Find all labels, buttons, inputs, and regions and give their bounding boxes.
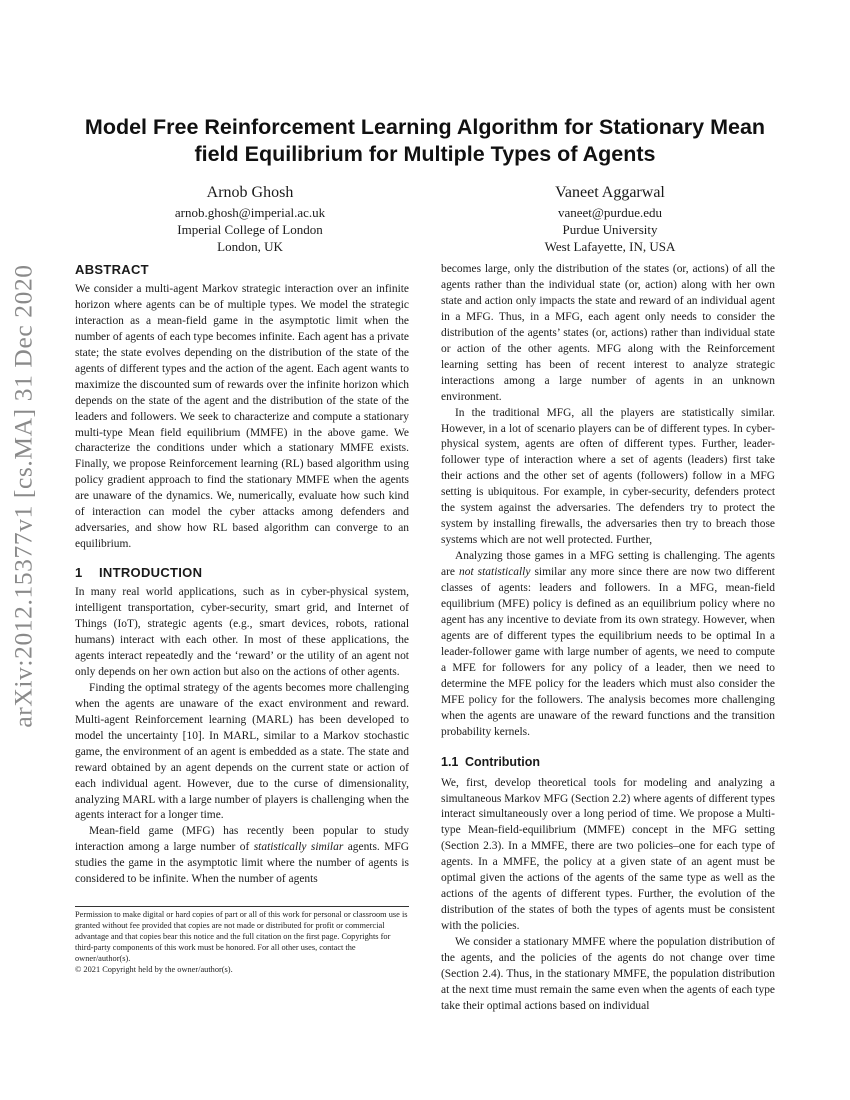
author-email: vaneet@purdue.edu bbox=[557, 205, 662, 220]
permission-footnote bbox=[75, 909, 409, 976]
left-column bbox=[75, 262, 409, 888]
arxiv-identifier-stamp bbox=[4, 264, 44, 728]
intro-paragraph-6-end: similar any more since there are now two different classes of agents: leaders and followers. In a MFG, mean-field equilibrium (MFE) policy is defined as an equilibrium policy where no agent has any incentive to deviate from its own strategy. However, when agents are of different types the equilibrium needs to be optimal In a leader-follower game with large number of agents, we need to compute a MFE for followers for any policy of a leader, then we need to determine the MFE policy for the leaders which must also consider the MFE policy for the followers. The analysis becomes more challenging when the agents are unaware of the reward functions and the transition probability kernels. bbox=[441, 566, 775, 738]
author-name: Vaneet Aggarwal bbox=[555, 184, 665, 201]
intro-paragraph-3 bbox=[75, 824, 409, 888]
author-affiliation: Purdue University bbox=[562, 222, 658, 237]
intro-paragraph-2: Finding the optimal strategy of the agents becomes more challenging when the agents are unaware of the exact environment and reward. Multi-agent Reinforcement learning (MARL) has been developed to model the uncertainty [10]. In MARL, similar to a Markov stochastic game, the environment of an agent is embedded as a state. The state and reward obtained by an agent depends on the current state or action of each individual agent. However, due to the curse of dimensionality, analyzing MARL with a large number of players is challenging when the agents interact for a longer time. bbox=[75, 681, 409, 822]
intro-paragraph-6 bbox=[441, 549, 775, 740]
section-title: INTRODUCTION bbox=[99, 565, 203, 581]
author-affiliation: Imperial College of London bbox=[177, 222, 323, 237]
subsection-title: Contribution bbox=[465, 754, 540, 769]
arxiv-identifier-text: arXiv:2012.15377v1 [cs.MA] 31 Dec 2020 bbox=[9, 264, 38, 728]
abstract-text: We consider a multi-agent Markov strategic interaction over an infinite horizon where agents can be of multiple types. We model the strategic interaction as a mean-field game in the asymptotic limit when the number of agents of each type becomes infinite. Each agent has a private state; the state evolves depending on the distribution of the state of the agents of different types and the action of the agent. Each agent wants to maximize the discounted sum of rewards over the infinite horizon which depends on the state of the agent and the distribution of the state of the leaders and followers. We seek to characterize and compute a stationary multi-type Mean field equilibrium (MMFE) in the above game. We characterize the conditions under which a stationary MMFE exists. Finally, we propose Reinforcement learning (RL) based algorithm using policy gradient approach to find the stationary MMFE when the agents are unaware of the dynamics. We, numerically, evaluate how such kind of interaction can model the cyber attacks among defenders and adversaries, and show how RL based algorithm can converge to an equilibrium. bbox=[75, 282, 409, 551]
intro-paragraph-3-end: agents. MFG studies the game in the asymptotic limit where the number of agents is considered to be infinite. When the number of agents bbox=[75, 841, 409, 886]
author-location: London, UK bbox=[217, 239, 283, 254]
permission-notice: Permission to make digital or hard copies of part or all of this work for personal or classroom use is granted without fee provided that copies are not made or distributed for profit or commercial advantage and that copies bear this notice and the full citation on the first page. Copyrights for third-party components of this work must be honored. For all other uses, contact the owner/author(s). bbox=[75, 910, 408, 964]
contribution-paragraph-1: We, first, develop theoretical tools for modeling and analyzing a simultaneous Markov MFG (Section 2.2) where agents of different types interact simultaneously over a long period of time. We propose a Multi-type Mean-field-equilibrium (MMFE) concept in the MFG setting (Section 2.3). In a MMFE, there are two policies–one for each type of agents. In a MMFE, the policy at a given state of an agent must be optimal given the actions of the agents of the same type as well as the actions of the agents of different types. Further, the evolution of the distribution of the states of both the types of agents must be consistent with the policies. bbox=[441, 776, 775, 933]
intro-paragraph-6-emphasis: not statistically bbox=[459, 566, 531, 579]
author-email: arnob.ghosh@imperial.ac.uk bbox=[174, 205, 326, 220]
author-name: Arnob Ghosh bbox=[206, 184, 294, 201]
intro-paragraph-1: In many real world applications, such as in cyber-physical system, intelligent transportation, cyber-security, smart grid, and Internet of Things (IoT), strategic agents (e.g., smart devices, robots, rational humans) interact with each other. In most of these applications, the agents interact repeatedly and the ‘reward’ or the utility of an agent not only depends on her own action but also on the actions of other agents. bbox=[75, 586, 409, 678]
intro-paragraph-4: becomes large, only the distribution of the states (or, actions) of all the agents rather than the individual state (or, action) along with her own state and action only impacts the state and reward of an individual agent in a MFG. Thus, in a MFG, each agent only needs to consider the distribution of the agents’ states (or, actions) rather than individual state or action of the other agents. MFG along with the Reinforcement learning setting has been of recent interest to analyze strategic interactions among a large number of agents in an unknown environment. bbox=[441, 263, 775, 403]
contribution-heading bbox=[441, 755, 775, 771]
author-location: West Lafayette, IN, USA bbox=[544, 239, 676, 254]
footnote-divider bbox=[75, 906, 409, 907]
paper-title: Model Free Reinforcement Learning Algorithm for Stationary Mean field Equilibrium for Multiple Types of Agents bbox=[84, 115, 766, 166]
abstract-heading: ABSTRACT bbox=[75, 262, 149, 277]
intro-paragraph-6-start: Analyzing those games in a MFG setting is challenging. The agents are bbox=[441, 550, 775, 579]
contribution-paragraph-2: We consider a stationary MMFE where the population distribution of the agents, and the policies of the agents do not change over time (Section 2.4). Thus, in the stationary MMFE, the population distribution at the next time must remain the same even when the agents of each type take their optimal actions based on individual bbox=[441, 936, 775, 1012]
intro-paragraph-5: In the traditional MFG, all the players are statistically similar. However, in a lot of scenario players can be of different types. In cyber-physical system, agents are often of different types. Further, leader-follower type of interaction where a set of agents (leaders) first take their actions and the other set of agents (followers) follow in a MFG setting is ubiquitous. For example, in cyber-security, defenders protect the system against the adversaries. The defenders try to protect the system by installing firewalls, the adversaries then try to breach those systems which are not well protected. Further, bbox=[441, 406, 775, 547]
right-column bbox=[441, 262, 775, 1015]
intro-paragraph-3-start: Mean-field game (MFG) has recently been popular to study interaction among a large number of bbox=[75, 825, 409, 854]
author-block-1 bbox=[100, 182, 400, 255]
author-block-2 bbox=[460, 182, 760, 255]
subsection-number: 1.1 bbox=[441, 754, 459, 769]
intro-paragraph-3-emphasis: statistically similar bbox=[253, 841, 344, 854]
introduction-heading bbox=[75, 565, 409, 581]
copyright-notice: © 2021 Copyright held by the owner/author(s). bbox=[75, 965, 233, 975]
section-number: 1 bbox=[75, 565, 83, 581]
